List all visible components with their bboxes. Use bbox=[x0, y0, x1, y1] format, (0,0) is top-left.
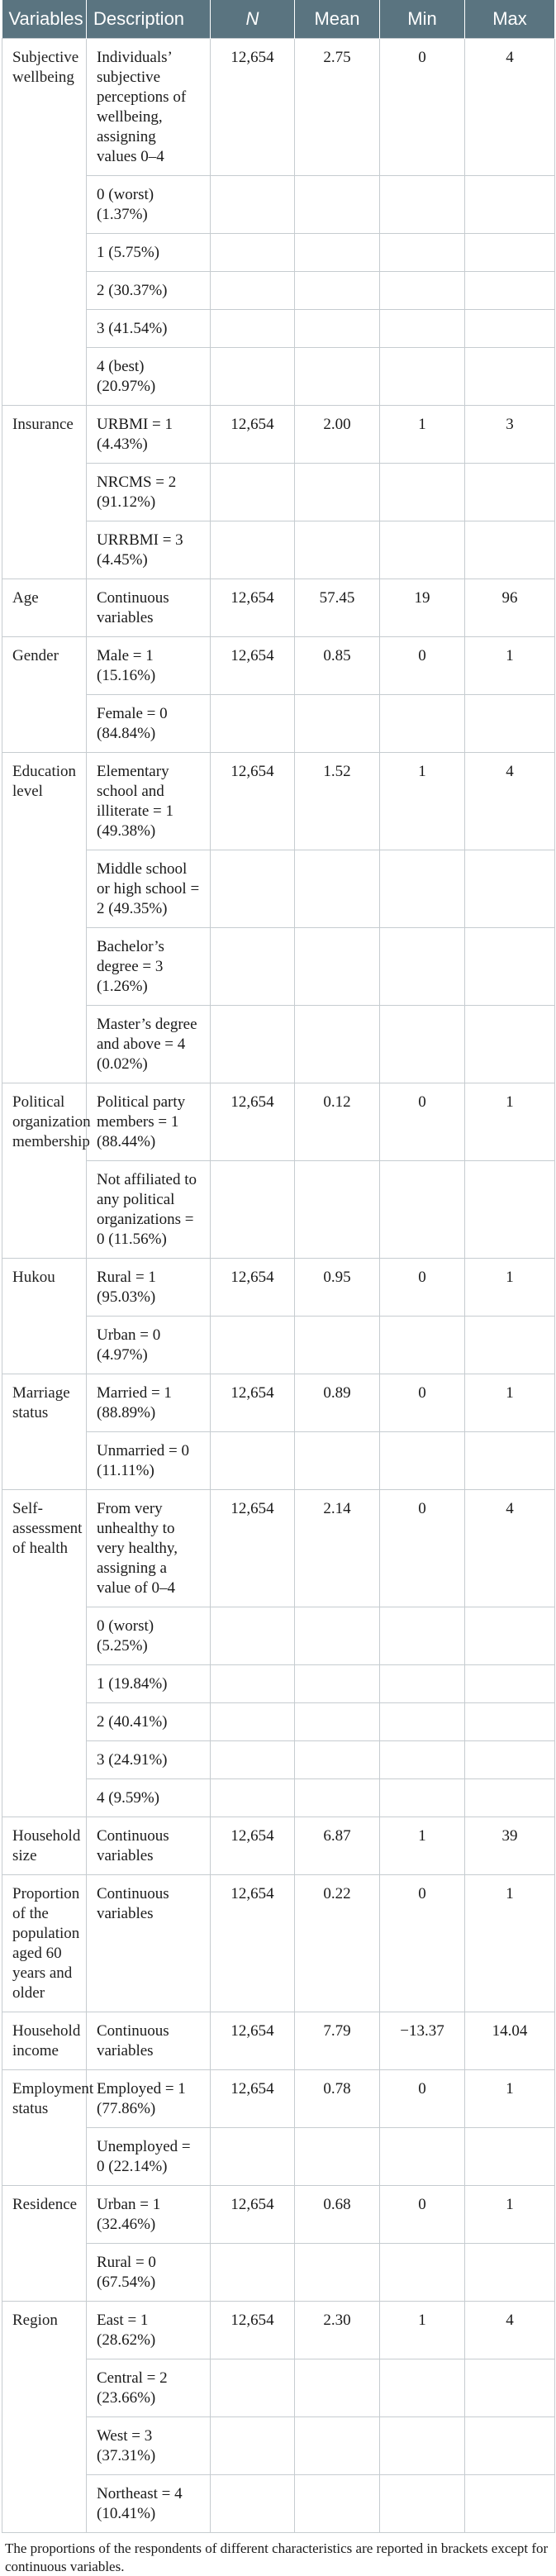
max-cell: 1 bbox=[465, 1875, 555, 2012]
max-cell bbox=[465, 1161, 555, 1259]
description-cell: Urban = 0 (4.97%) bbox=[87, 1317, 211, 1374]
n-cell bbox=[211, 850, 295, 928]
table-row bbox=[2, 2186, 555, 2244]
mean-cell: 2.14 bbox=[295, 1490, 380, 1607]
n-cell bbox=[211, 1779, 295, 1817]
max-cell: 4 bbox=[465, 39, 555, 176]
table-header-row bbox=[2, 0, 555, 39]
min-cell bbox=[380, 2475, 465, 2533]
n-cell bbox=[211, 2244, 295, 2302]
max-cell: 1 bbox=[465, 1083, 555, 1161]
min-cell bbox=[380, 348, 465, 406]
descriptive-statistics-table bbox=[2, 0, 555, 2533]
n-cell bbox=[211, 928, 295, 1006]
description-cell: URBMI = 1 (4.43%) bbox=[87, 406, 211, 464]
description-cell: From very unhealthy to very healthy, assigning a value of 0–4 bbox=[87, 1490, 211, 1607]
header-min: Min bbox=[380, 0, 465, 39]
header-mean: Mean bbox=[295, 0, 380, 39]
description-cell: Male = 1 (15.16%) bbox=[87, 637, 211, 695]
mean-cell bbox=[295, 1703, 380, 1741]
min-cell bbox=[380, 464, 465, 521]
n-cell bbox=[211, 1741, 295, 1779]
n-cell: 12,654 bbox=[211, 39, 295, 176]
min-cell bbox=[380, 1006, 465, 1083]
mean-cell bbox=[295, 272, 380, 310]
min-cell: 0 bbox=[380, 2070, 465, 2128]
n-cell bbox=[211, 695, 295, 753]
n-cell: 12,654 bbox=[211, 1259, 295, 1317]
min-cell bbox=[380, 1161, 465, 1259]
description-cell: Urban = 1 (32.46%) bbox=[87, 2186, 211, 2244]
n-cell bbox=[211, 234, 295, 272]
variable-name-cell: Region bbox=[2, 2302, 87, 2533]
mean-cell bbox=[295, 2475, 380, 2533]
mean-cell bbox=[295, 310, 380, 348]
description-cell: 0 (worst) (1.37%) bbox=[87, 176, 211, 234]
min-cell bbox=[380, 2128, 465, 2186]
min-cell bbox=[380, 234, 465, 272]
n-cell: 12,654 bbox=[211, 1083, 295, 1161]
description-cell: Continuous variables bbox=[87, 2012, 211, 2070]
variable-name-cell: Insurance bbox=[2, 406, 87, 579]
description-cell: Elementary school and illiterate = 1 (49.38%) bbox=[87, 753, 211, 850]
max-cell bbox=[465, 850, 555, 928]
mean-cell: 0.89 bbox=[295, 1374, 380, 1432]
max-cell: 39 bbox=[465, 1817, 555, 1875]
min-cell bbox=[380, 272, 465, 310]
min-cell bbox=[380, 1779, 465, 1817]
mean-cell: 2.00 bbox=[295, 406, 380, 464]
min-cell: 19 bbox=[380, 579, 465, 637]
max-cell: 1 bbox=[465, 637, 555, 695]
mean-cell: 0.95 bbox=[295, 1259, 380, 1317]
table-footnote: The proportions of the respondents of different characteristics are reported in brackets except for continuous variables. bbox=[5, 2540, 549, 2574]
max-cell bbox=[465, 2475, 555, 2533]
mean-cell bbox=[295, 928, 380, 1006]
n-cell: 12,654 bbox=[211, 1490, 295, 1607]
table-row bbox=[2, 1817, 555, 1875]
max-cell bbox=[465, 1006, 555, 1083]
mean-cell bbox=[295, 2359, 380, 2417]
max-cell bbox=[465, 1779, 555, 1817]
max-cell bbox=[465, 2128, 555, 2186]
n-cell bbox=[211, 1432, 295, 1490]
mean-cell: 0.85 bbox=[295, 637, 380, 695]
n-cell bbox=[211, 272, 295, 310]
min-cell: 0 bbox=[380, 1875, 465, 2012]
mean-cell bbox=[295, 850, 380, 928]
description-cell: Individuals’ subjective perceptions of wellbeing, assigning values 0–4 bbox=[87, 39, 211, 176]
n-cell bbox=[211, 521, 295, 579]
max-cell bbox=[465, 1741, 555, 1779]
variable-name-cell: Self-assessment of health bbox=[2, 1490, 87, 1817]
description-cell: East = 1 (28.62%) bbox=[87, 2302, 211, 2359]
min-cell bbox=[380, 176, 465, 234]
n-cell bbox=[211, 2417, 295, 2475]
mean-cell bbox=[295, 521, 380, 579]
table-row bbox=[2, 2012, 555, 2070]
n-cell: 12,654 bbox=[211, 2012, 295, 2070]
mean-cell: 57.45 bbox=[295, 579, 380, 637]
mean-cell bbox=[295, 2244, 380, 2302]
table-row bbox=[2, 39, 555, 176]
mean-cell: 0.68 bbox=[295, 2186, 380, 2244]
mean-cell bbox=[295, 1161, 380, 1259]
n-cell: 12,654 bbox=[211, 579, 295, 637]
mean-cell: 7.79 bbox=[295, 2012, 380, 2070]
table-row bbox=[2, 1490, 555, 1607]
variable-name-cell: Employment status bbox=[2, 2070, 87, 2186]
variable-name-cell: Residence bbox=[2, 2186, 87, 2302]
n-cell bbox=[211, 1607, 295, 1665]
max-cell bbox=[465, 272, 555, 310]
max-cell bbox=[465, 234, 555, 272]
description-cell: Unmarried = 0 (11.11%) bbox=[87, 1432, 211, 1490]
variable-name-cell: Political organization membership bbox=[2, 1083, 87, 1259]
min-cell: 1 bbox=[380, 2302, 465, 2359]
min-cell bbox=[380, 2244, 465, 2302]
min-cell: 0 bbox=[380, 39, 465, 176]
table-row bbox=[2, 579, 555, 637]
max-cell bbox=[465, 1703, 555, 1741]
n-cell bbox=[211, 1703, 295, 1741]
description-cell: Master’s degree and above = 4 (0.02%) bbox=[87, 1006, 211, 1083]
mean-cell: 0.22 bbox=[295, 1875, 380, 2012]
mean-cell bbox=[295, 348, 380, 406]
table-body bbox=[2, 39, 555, 2533]
max-cell: 1 bbox=[465, 2186, 555, 2244]
variable-name-cell: Education level bbox=[2, 753, 87, 1083]
n-cell bbox=[211, 1317, 295, 1374]
description-cell: 1 (5.75%) bbox=[87, 234, 211, 272]
n-cell bbox=[211, 1665, 295, 1703]
variable-name-cell: Marriage status bbox=[2, 1374, 87, 1490]
n-cell bbox=[211, 176, 295, 234]
max-cell bbox=[465, 695, 555, 753]
description-cell: West = 3 (37.31%) bbox=[87, 2417, 211, 2475]
description-cell: URRBMI = 3 (4.45%) bbox=[87, 521, 211, 579]
description-cell: Continuous variables bbox=[87, 1817, 211, 1875]
description-cell: Political party members = 1 (88.44%) bbox=[87, 1083, 211, 1161]
table-row bbox=[2, 2302, 555, 2359]
min-cell bbox=[380, 1607, 465, 1665]
min-cell: 0 bbox=[380, 637, 465, 695]
n-cell bbox=[211, 2359, 295, 2417]
description-cell: Employed = 1 (77.86%) bbox=[87, 2070, 211, 2128]
mean-cell bbox=[295, 464, 380, 521]
mean-cell: 0.78 bbox=[295, 2070, 380, 2128]
max-cell bbox=[465, 176, 555, 234]
max-cell bbox=[465, 310, 555, 348]
table-row bbox=[2, 1259, 555, 1317]
header-n: N bbox=[211, 0, 295, 39]
description-cell: Continuous variables bbox=[87, 1875, 211, 2012]
mean-cell bbox=[295, 1432, 380, 1490]
variable-name-cell: Age bbox=[2, 579, 87, 637]
mean-cell bbox=[295, 1317, 380, 1374]
description-cell: 3 (24.91%) bbox=[87, 1741, 211, 1779]
min-cell: 1 bbox=[380, 1817, 465, 1875]
n-cell bbox=[211, 1161, 295, 1259]
n-cell bbox=[211, 1006, 295, 1083]
max-cell bbox=[465, 348, 555, 406]
description-cell: Married = 1 (88.89%) bbox=[87, 1374, 211, 1432]
mean-cell: 0.12 bbox=[295, 1083, 380, 1161]
table-row bbox=[2, 1374, 555, 1432]
min-cell: 0 bbox=[380, 1259, 465, 1317]
description-cell: Northeast = 4 (10.41%) bbox=[87, 2475, 211, 2533]
max-cell: 1 bbox=[465, 1374, 555, 1432]
max-cell: 96 bbox=[465, 579, 555, 637]
max-cell bbox=[465, 1317, 555, 1374]
n-cell: 12,654 bbox=[211, 637, 295, 695]
max-cell bbox=[465, 1607, 555, 1665]
min-cell bbox=[380, 1317, 465, 1374]
description-cell: 2 (40.41%) bbox=[87, 1703, 211, 1741]
n-cell bbox=[211, 2128, 295, 2186]
mean-cell bbox=[295, 2417, 380, 2475]
variable-name-cell: Household income bbox=[2, 2012, 87, 2070]
min-cell bbox=[380, 1703, 465, 1741]
header-max: Max bbox=[465, 0, 555, 39]
min-cell: −13.37 bbox=[380, 2012, 465, 2070]
mean-cell bbox=[295, 695, 380, 753]
table-row bbox=[2, 1875, 555, 2012]
min-cell: 0 bbox=[380, 2186, 465, 2244]
description-cell: Rural = 0 (67.54%) bbox=[87, 2244, 211, 2302]
variable-name-cell: Gender bbox=[2, 637, 87, 753]
min-cell: 1 bbox=[380, 753, 465, 850]
min-cell: 0 bbox=[380, 1083, 465, 1161]
description-cell: 3 (41.54%) bbox=[87, 310, 211, 348]
mean-cell: 1.52 bbox=[295, 753, 380, 850]
min-cell bbox=[380, 2359, 465, 2417]
description-cell: 1 (19.84%) bbox=[87, 1665, 211, 1703]
min-cell bbox=[380, 1432, 465, 1490]
mean-cell: 2.30 bbox=[295, 2302, 380, 2359]
min-cell bbox=[380, 850, 465, 928]
max-cell: 1 bbox=[465, 1259, 555, 1317]
max-cell bbox=[465, 2244, 555, 2302]
max-cell bbox=[465, 521, 555, 579]
table-row bbox=[2, 406, 555, 464]
mean-cell: 6.87 bbox=[295, 1817, 380, 1875]
description-cell: 4 (9.59%) bbox=[87, 1779, 211, 1817]
max-cell: 4 bbox=[465, 753, 555, 850]
mean-cell bbox=[295, 176, 380, 234]
n-cell bbox=[211, 348, 295, 406]
variable-name-cell: Proportion of the population aged 60 years and older bbox=[2, 1875, 87, 2012]
max-cell: 14.04 bbox=[465, 2012, 555, 2070]
max-cell: 4 bbox=[465, 2302, 555, 2359]
table-row bbox=[2, 2070, 555, 2128]
n-cell: 12,654 bbox=[211, 1374, 295, 1432]
mean-cell bbox=[295, 1006, 380, 1083]
header-description: Description bbox=[87, 0, 211, 39]
table-row bbox=[2, 637, 555, 695]
max-cell: 1 bbox=[465, 2070, 555, 2128]
variable-name-cell: Household size bbox=[2, 1817, 87, 1875]
n-cell bbox=[211, 2475, 295, 2533]
max-cell bbox=[465, 928, 555, 1006]
variable-name-cell: Hukou bbox=[2, 1259, 87, 1374]
description-cell: Not affiliated to any political organizations = 0 (11.56%) bbox=[87, 1161, 211, 1259]
mean-cell: 2.75 bbox=[295, 39, 380, 176]
header-variables: Variables bbox=[2, 0, 87, 39]
min-cell: 1 bbox=[380, 406, 465, 464]
max-cell: 4 bbox=[465, 1490, 555, 1607]
n-cell: 12,654 bbox=[211, 2302, 295, 2359]
min-cell bbox=[380, 1741, 465, 1779]
mean-cell bbox=[295, 1607, 380, 1665]
description-cell: Central = 2 (23.66%) bbox=[87, 2359, 211, 2417]
mean-cell bbox=[295, 234, 380, 272]
min-cell bbox=[380, 1665, 465, 1703]
n-cell bbox=[211, 464, 295, 521]
min-cell bbox=[380, 695, 465, 753]
n-cell bbox=[211, 310, 295, 348]
min-cell bbox=[380, 2417, 465, 2475]
mean-cell bbox=[295, 2128, 380, 2186]
min-cell: 0 bbox=[380, 1374, 465, 1432]
description-cell: 0 (worst) (5.25%) bbox=[87, 1607, 211, 1665]
max-cell bbox=[465, 2417, 555, 2475]
n-cell: 12,654 bbox=[211, 2070, 295, 2128]
min-cell bbox=[380, 310, 465, 348]
max-cell bbox=[465, 1432, 555, 1490]
description-cell: Female = 0 (84.84%) bbox=[87, 695, 211, 753]
max-cell: 3 bbox=[465, 406, 555, 464]
description-cell: Rural = 1 (95.03%) bbox=[87, 1259, 211, 1317]
table-row bbox=[2, 753, 555, 850]
description-cell: 2 (30.37%) bbox=[87, 272, 211, 310]
table-row bbox=[2, 1083, 555, 1161]
max-cell bbox=[465, 464, 555, 521]
min-cell bbox=[380, 521, 465, 579]
n-cell: 12,654 bbox=[211, 2186, 295, 2244]
n-cell: 12,654 bbox=[211, 406, 295, 464]
description-cell: Unemployed = 0 (22.14%) bbox=[87, 2128, 211, 2186]
description-cell: 4 (best) (20.97%) bbox=[87, 348, 211, 406]
max-cell bbox=[465, 2359, 555, 2417]
n-cell: 12,654 bbox=[211, 1875, 295, 2012]
description-cell: Bachelor’s degree = 3 (1.26%) bbox=[87, 928, 211, 1006]
n-cell: 12,654 bbox=[211, 1817, 295, 1875]
description-cell: Continuous variables bbox=[87, 579, 211, 637]
min-cell: 0 bbox=[380, 1490, 465, 1607]
variable-name-cell: Subjective wellbeing bbox=[2, 39, 87, 406]
mean-cell bbox=[295, 1779, 380, 1817]
min-cell bbox=[380, 928, 465, 1006]
max-cell bbox=[465, 1665, 555, 1703]
description-cell: NRCMS = 2 (91.12%) bbox=[87, 464, 211, 521]
description-cell: Middle school or high school = 2 (49.35%) bbox=[87, 850, 211, 928]
mean-cell bbox=[295, 1665, 380, 1703]
n-cell: 12,654 bbox=[211, 753, 295, 850]
mean-cell bbox=[295, 1741, 380, 1779]
